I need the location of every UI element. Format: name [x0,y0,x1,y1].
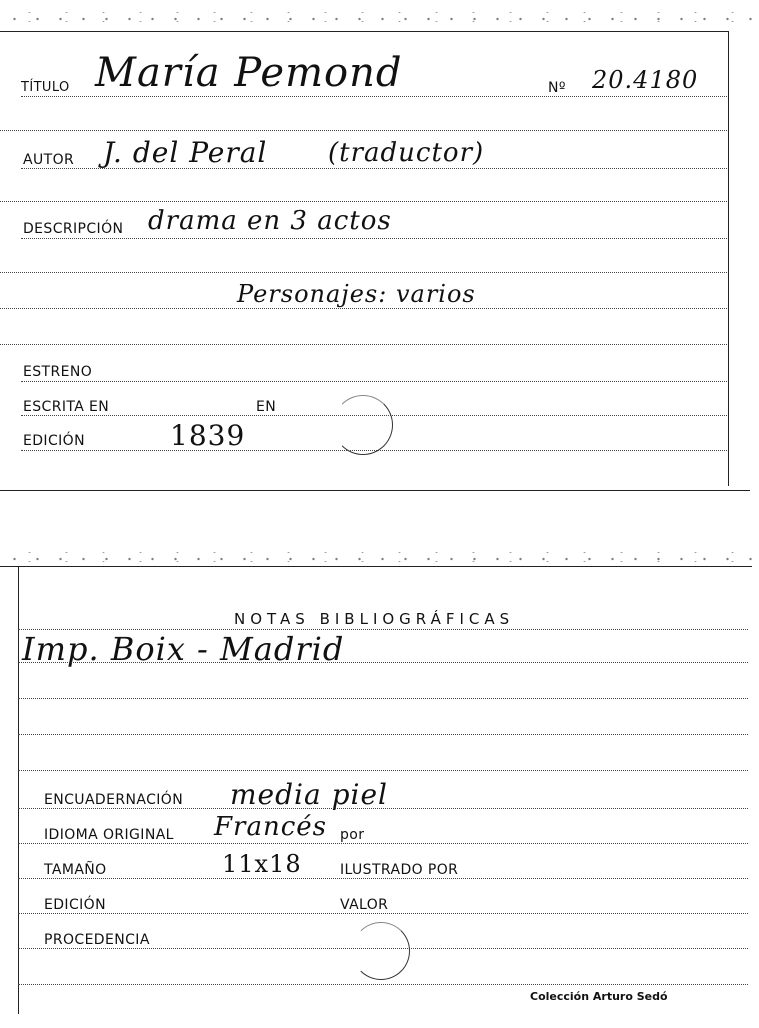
idioma-label: IDIOMA ORIGINAL [44,827,174,843]
catalog-card-front [0,0,759,500]
rule-8 [0,344,727,345]
card-top-border [0,31,728,32]
numero-value: 20.4180 [592,66,699,94]
valor-label: VALOR [340,897,389,913]
back-edicion-label: EDICIÓN [44,897,106,913]
back-stamp-circle [352,922,410,980]
encuadernacion-value: media piel [230,778,388,811]
back-left-border [18,566,19,1014]
descripcion-line-2: Personajes: varios [237,280,476,308]
back-rule-5 [18,770,748,771]
rule-2 [0,130,727,131]
back-rule-bottom [18,984,748,985]
autor-rule [21,168,727,169]
en-label: EN [256,399,277,415]
encuadernacion-label: ENCUADERNACIÓN [44,792,184,808]
rule-4 [0,201,727,202]
edicion-valor-rule [18,913,748,914]
tamano-value: 11x18 [222,850,302,878]
ilustrado-label: ILUSTRADO POR [340,862,459,878]
rule-6 [0,272,727,273]
encuadernacion-rule [18,808,748,809]
rule-7 [0,308,727,309]
idioma-value: Francés [214,812,328,842]
back-rule-2 [18,662,748,663]
titulo-rule [21,96,727,97]
coleccion-label: Colección Arturo Sedó [530,990,668,1003]
tamano-rule [18,878,748,879]
notas-heading: NOTAS BIBLIOGRÁFICAS [234,610,515,628]
numero-label: Nº [548,80,566,96]
autor-value: J. del Peral [103,136,268,169]
edicion-value: 1839 [170,419,246,452]
card-right-border [728,31,729,486]
idioma-rule [18,843,748,844]
procedencia-label: PROCEDENCIA [44,932,150,948]
notas-value: Imp. Boix - Madrid [22,630,345,668]
catalog-card-back [0,540,759,1028]
back-rule-3 [18,698,748,699]
back-top-speckle [0,552,759,562]
por-label: por [340,827,365,843]
descripcion-rule [21,238,727,239]
titulo-label: TÍTULO [21,80,70,95]
tamano-label: TAMAÑO [44,862,107,878]
card-top-speckle [0,12,759,22]
descripcion-value: drama en 3 actos [148,206,392,236]
autor-label: AUTOR [23,152,75,168]
back-rule-4 [18,734,748,735]
edicion-label: EDICIÓN [23,433,85,449]
card-bottom-border [0,490,750,491]
estreno-rule [21,381,727,382]
back-top-border [0,566,752,567]
estreno-label: ESTRENO [23,364,93,380]
titulo-value: María Pemond [95,50,403,96]
escrita-label: ESCRITA EN [23,399,110,415]
stamp-circle [333,395,393,455]
descripcion-label: DESCRIPCIÓN [23,221,124,237]
autor-note: (traductor) [328,138,485,168]
